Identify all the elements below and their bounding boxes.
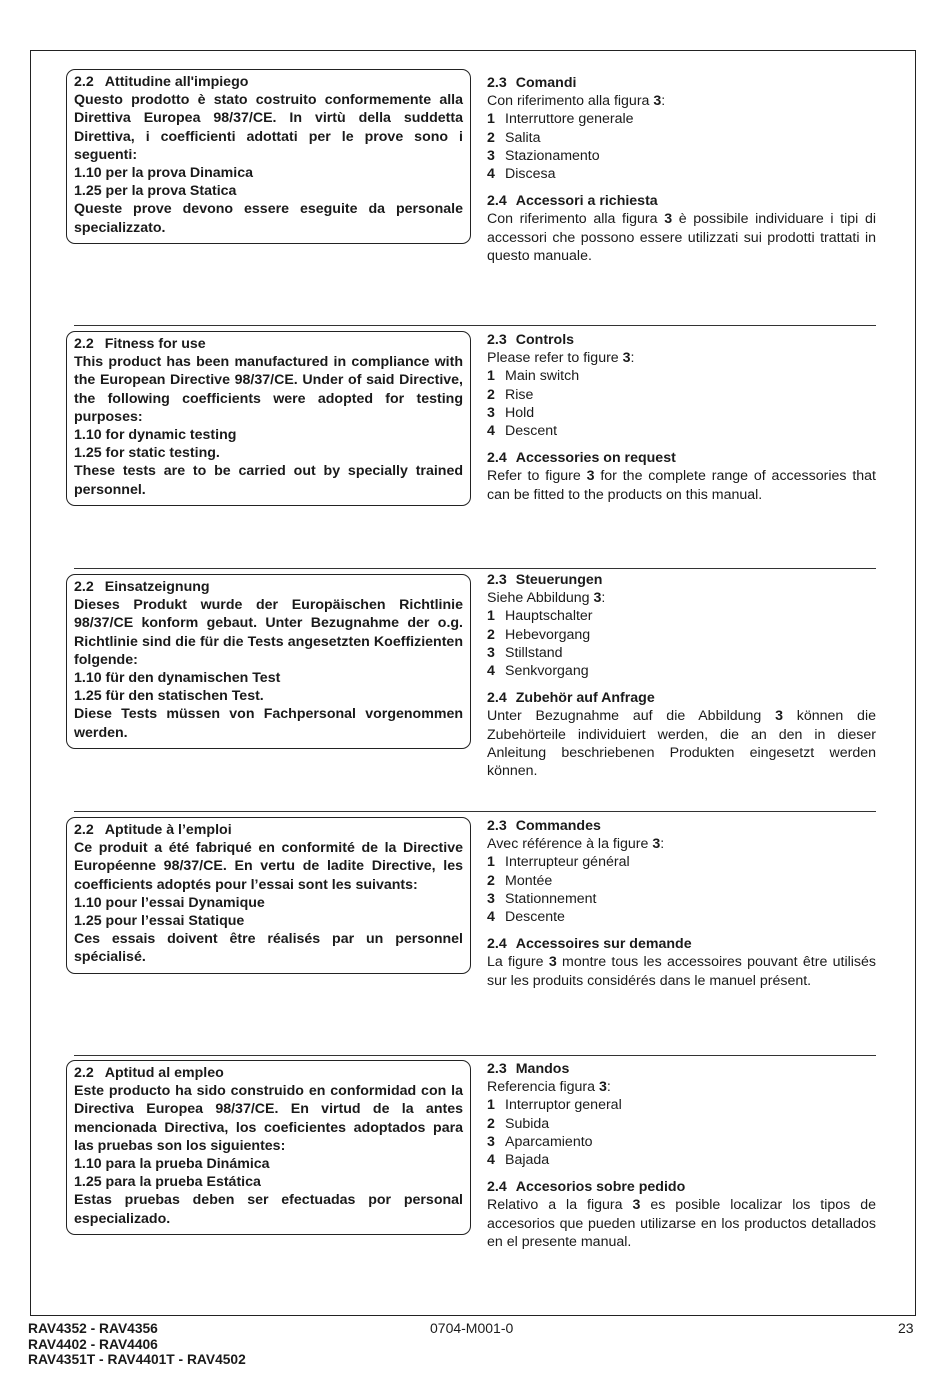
control-label: Salita: [505, 129, 541, 146]
control-list-item: [487, 129, 876, 147]
control-label: Interrupteur général: [505, 854, 630, 871]
dynamic-coefficient: 1.10 per la prova Dinamica: [74, 165, 254, 182]
control-label: Stillstand: [505, 644, 563, 661]
accessories-text: Unter Bezugnahme auf die Abbildung: [487, 708, 776, 725]
section-title: Accessori a richiesta: [515, 193, 658, 210]
accessories-paragraph: [487, 467, 876, 503]
control-number: 2: [487, 386, 495, 403]
controls-column: [487, 74, 876, 265]
fitness-heading: [74, 1064, 463, 1082]
section-title: Steuerungen: [515, 572, 603, 588]
fitness-heading: [74, 821, 463, 839]
control-label: Interruttore generale: [505, 111, 634, 128]
control-number: 1: [487, 608, 495, 625]
control-label: Senkvorgang: [505, 663, 589, 680]
control-list-item: [487, 422, 876, 440]
control-label: Hauptschalter: [505, 608, 593, 625]
section-number: 2.2: [74, 1065, 94, 1081]
section-title: Comandi: [515, 75, 577, 91]
control-label: Interruptor general: [505, 1097, 622, 1114]
figure-reference: [487, 590, 605, 606]
page-number: 23: [898, 1320, 914, 1336]
figure-number: 3: [622, 350, 631, 367]
controls-heading: [487, 331, 876, 349]
control-number: 2: [487, 626, 495, 643]
control-label: Stationnement: [505, 890, 597, 907]
control-label: Stazionamento: [505, 147, 600, 164]
section-number: 2.3: [487, 332, 507, 348]
figure-number: 3: [586, 468, 595, 485]
section-title: Fitness for use: [104, 336, 206, 352]
fitness-box: [66, 1060, 471, 1235]
accessories-text: es posible localizar los tipos de accesorios que pueden utilizarse en los productos detallados en el presente manual.: [487, 1197, 876, 1250]
section-number: 2.2: [74, 822, 94, 838]
control-label: Main switch: [505, 368, 580, 385]
fitness-box: [66, 331, 471, 506]
control-number: 2: [487, 129, 495, 146]
dynamic-coefficient: 1.10 pour l’essai Dynamique: [74, 894, 265, 911]
accessories-text: montre tous les accessoires pouvant être utilisés sur les produits considérés dans le manuel présent.: [487, 954, 876, 989]
footer-model-list: [28, 1321, 246, 1368]
accessories-heading: [487, 192, 876, 210]
personnel-note: Diese Tests müssen von Fachpersonal vorgenommen werden.: [74, 706, 463, 741]
control-list-item: [487, 644, 876, 662]
section-title: Aptitude à l’emploi: [104, 822, 232, 838]
fitness-heading: [74, 578, 463, 596]
static-coefficient: 1.25 per la prova Statica: [74, 183, 237, 200]
control-number: 1: [487, 854, 495, 871]
controls-heading: [487, 817, 876, 835]
document-code: 0704-M001-0: [430, 1320, 514, 1336]
control-label: Descente: [505, 909, 565, 926]
fitness-paragraph: Questo prodotto è stato costruito conformemente alla Direttiva Europea 98/37/CE. In virtù della suddetta Direttiva, i coefficienti adottati per le prove sono i seguenti:: [74, 92, 463, 163]
accessories-paragraph: [487, 953, 876, 989]
section-number: 2.4: [487, 690, 507, 707]
figure-reference: [487, 93, 665, 109]
static-coefficient: 1.25 für den statischen Test.: [74, 688, 264, 705]
dynamic-coefficient: 1.10 für den dynamischen Test: [74, 670, 281, 687]
control-list-item: [487, 908, 876, 926]
control-list-item: [487, 165, 876, 183]
control-list-item: [487, 386, 876, 404]
accessories-text: for the complete range of accessories that can be fitted to the products on this manual.: [487, 468, 876, 503]
accessories-paragraph: [487, 210, 876, 265]
control-number: 3: [487, 644, 495, 661]
control-number: 1: [487, 111, 495, 128]
figure-number: 3: [598, 1079, 607, 1096]
section-divider: [74, 1055, 876, 1056]
control-list-item: [487, 1115, 876, 1133]
static-coefficient: 1.25 para la prueba Estática: [74, 1174, 261, 1191]
reference-colon: :: [660, 836, 665, 853]
reference-text: Avec référence à la figure: [487, 836, 653, 853]
accessories-heading: [487, 689, 876, 707]
fitness-box: [66, 69, 471, 244]
control-list-item: [487, 890, 876, 908]
section-number: 2.4: [487, 936, 507, 953]
controls-column: [487, 1060, 876, 1251]
control-list-item: [487, 1133, 876, 1151]
reference-colon: :: [630, 350, 635, 367]
reference-colon: :: [661, 93, 666, 110]
accessories-text: können die Zubehörteile individuiert werden, die an den in dieser Anleitung beschriebenen Produkten eingesetzt werden können.: [487, 708, 876, 780]
section-divider: [74, 568, 876, 569]
control-list-item: [487, 1151, 876, 1169]
accessories-text: Con riferimento alla figura: [487, 211, 665, 228]
section-title: Accesorios sobre pedido: [515, 1179, 686, 1196]
control-label: Hold: [505, 404, 535, 421]
section-number: 2.3: [487, 572, 507, 588]
accessories-text: Relativo a la figura: [487, 1197, 633, 1214]
figure-number: 3: [593, 590, 602, 607]
figure-number: 3: [664, 211, 673, 228]
accessories-paragraph: [487, 1196, 876, 1251]
control-number: 1: [487, 1097, 495, 1114]
accessories-text: Refer to figure: [487, 468, 587, 485]
section-title: Attitudine all'impiego: [104, 74, 249, 90]
reference-colon: :: [601, 590, 606, 607]
control-number: 4: [487, 663, 495, 680]
reference-text: Please refer to figure: [487, 350, 623, 367]
control-list-item: [487, 607, 876, 625]
section-number: 2.2: [74, 336, 94, 352]
fitness-paragraph: Dieses Produkt wurde der Europäischen Richtlinie 98/37/CE konform gebaut. Unter Bezugnahme der o.g. Richtlinie sind die für die Tests angesetzten Koeffizienten folgende:: [74, 597, 463, 668]
control-number: 4: [487, 909, 495, 926]
control-number: 4: [487, 166, 495, 183]
control-list-item: [487, 853, 876, 871]
controls-heading: [487, 1060, 876, 1078]
figure-number: 3: [775, 708, 783, 725]
accessories-heading: [487, 1178, 876, 1196]
footer-model-line: RAV4352 - RAV4356: [28, 1321, 158, 1336]
control-number: 4: [487, 1152, 495, 1169]
controls-column: [487, 817, 876, 990]
section-title: Accessoires sur demande: [515, 936, 692, 953]
control-label: Aparcamiento: [505, 1133, 593, 1150]
fitness-box: [66, 817, 471, 974]
static-coefficient: 1.25 pour l’essai Statique: [74, 913, 245, 930]
section-title: Accessories on request: [515, 450, 676, 467]
fitness-box: [66, 574, 471, 749]
figure-number: 3: [548, 954, 557, 971]
figure-reference: [487, 1079, 611, 1095]
controls-column: [487, 331, 876, 504]
control-label: Subida: [505, 1115, 550, 1132]
controls-heading: [487, 74, 876, 92]
personnel-note: Queste prove devono essere eseguite da personale specializzato.: [74, 201, 463, 236]
control-list-item: [487, 110, 876, 128]
personnel-note: Estas pruebas deben ser efectuadas por personal especializado.: [74, 1192, 463, 1227]
control-list-item: [487, 147, 876, 165]
control-label: Hebevorgang: [505, 626, 591, 643]
reference-text: Siehe Abbildung: [487, 590, 594, 607]
personnel-note: These tests are to be carried out by specially trained personnel.: [74, 463, 463, 498]
reference-colon: :: [606, 1079, 611, 1096]
control-list-item: [487, 367, 876, 385]
control-list-item: [487, 1096, 876, 1114]
section-title: Commandes: [515, 818, 601, 834]
static-coefficient: 1.25 for static testing.: [74, 445, 220, 462]
accessories-paragraph: [487, 707, 876, 780]
control-number: 4: [487, 423, 495, 440]
section-divider: [74, 325, 876, 326]
control-number: 2: [487, 1115, 495, 1132]
section-number: 2.3: [487, 818, 507, 834]
accessories-heading: [487, 935, 876, 953]
section-title: Controls: [515, 332, 575, 348]
section-number: 2.3: [487, 75, 507, 91]
figure-reference: [487, 836, 664, 852]
accessories-heading: [487, 449, 876, 467]
fitness-heading: [74, 335, 463, 353]
fitness-paragraph: This product has been manufactured in compliance with the European Directive 98/37/CE. Under of said Directive, the following coefficients were adopted for testing purposes:: [74, 354, 463, 425]
control-list-item: [487, 662, 876, 680]
figure-reference: [487, 350, 634, 366]
control-number: 3: [487, 1133, 495, 1150]
section-title: Zubehör auf Anfrage: [515, 690, 655, 707]
section-title: Mandos: [515, 1061, 570, 1077]
fitness-heading: [74, 73, 463, 91]
figure-number: 3: [653, 93, 662, 110]
figure-number: 3: [652, 836, 661, 853]
section-number: 2.2: [74, 579, 94, 595]
section-number: 2.4: [487, 193, 507, 210]
control-number: 3: [487, 404, 495, 421]
control-label: Montée: [505, 872, 553, 889]
control-label: Descent: [505, 423, 558, 440]
control-number: 3: [487, 890, 495, 907]
section-title: Einsatzeignung: [104, 579, 210, 595]
control-label: Bajada: [505, 1152, 550, 1169]
section-number: 2.2: [74, 74, 94, 90]
fitness-paragraph: Ce produit a été fabriqué en conformité de la Directive Européenne 98/37/CE. En vertu de ladite Directive, les coefficients adoptés pour l’essai sont les suivants:: [74, 840, 463, 893]
control-number: 3: [487, 147, 495, 164]
section-number: 2.4: [487, 1179, 507, 1196]
reference-text: Con riferimento alla figura: [487, 93, 654, 110]
controls-column: [487, 571, 876, 780]
section-number: 2.3: [487, 1061, 507, 1077]
dynamic-coefficient: 1.10 for dynamic testing: [74, 427, 237, 444]
control-label: Discesa: [505, 166, 556, 183]
control-list-item: [487, 626, 876, 644]
control-number: 2: [487, 872, 495, 889]
accessories-text: La figure: [487, 954, 549, 971]
control-label: Rise: [505, 386, 534, 403]
section-divider: [74, 811, 876, 812]
figure-number: 3: [632, 1197, 641, 1214]
footer-model-line: RAV4402 - RAV4406: [28, 1336, 158, 1352]
control-list-item: [487, 404, 876, 422]
accessories-text: è possibile individuare i tipi di accessori che possono essere utilizzati sui prodotti trattati in questo manuale.: [487, 211, 876, 264]
controls-heading: [487, 571, 876, 589]
footer-model-line: RAV4351T - RAV4401T - RAV4502: [28, 1352, 246, 1368]
control-list-item: [487, 872, 876, 890]
dynamic-coefficient: 1.10 para la prueba Dinámica: [74, 1156, 270, 1173]
fitness-paragraph: Este producto ha sido construido en conformidad con la Directiva Europea 98/37/CE. En virtud de la antes mencionada Directiva, los coeficientes adoptados para las pruebas son los siguientes:: [74, 1083, 463, 1154]
section-number: 2.4: [487, 450, 507, 467]
reference-text: Referencia figura: [487, 1079, 599, 1096]
section-title: Aptitud al empleo: [104, 1065, 224, 1081]
control-number: 1: [487, 368, 495, 385]
personnel-note: Ces essais doivent être réalisés par un personnel spécialisé.: [74, 931, 463, 966]
